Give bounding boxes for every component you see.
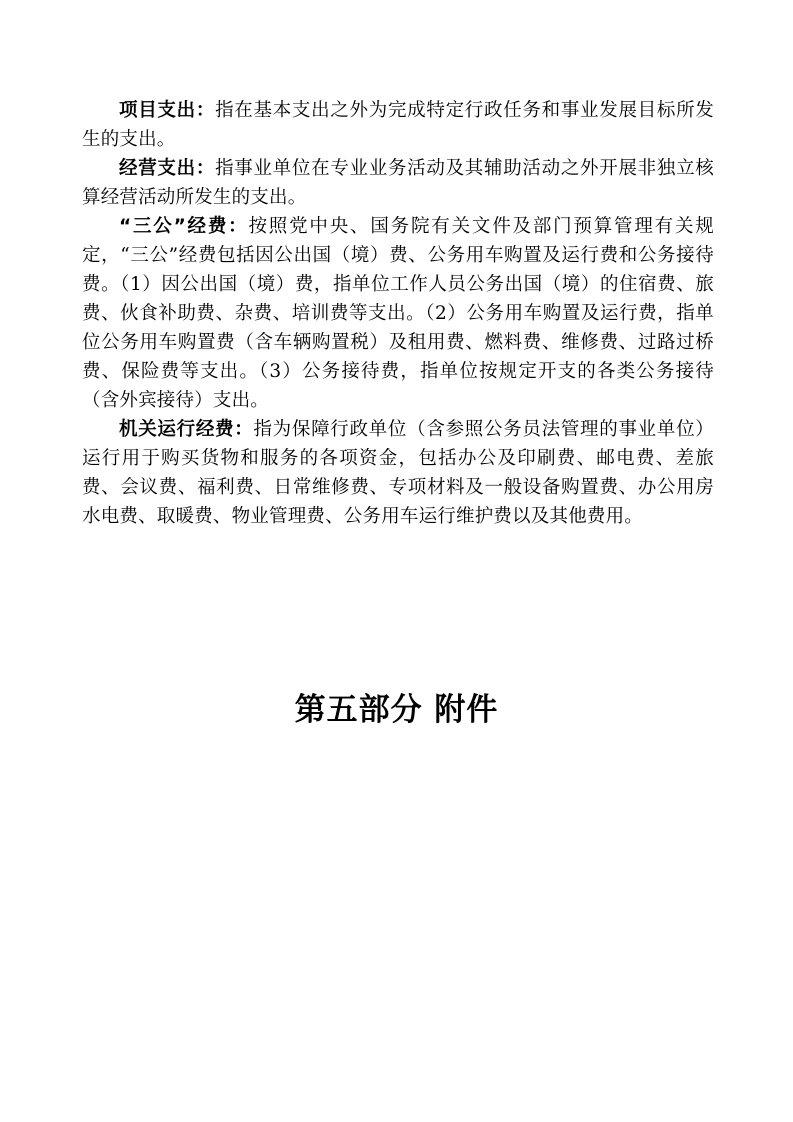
- term-three-public-expenses: “三公”经费：: [119, 216, 249, 237]
- term-project-expenditure: 项目支出：: [119, 100, 216, 121]
- term-agency-operating-funds: 机关运行经费：: [119, 419, 254, 440]
- definition-text: 指事业单位在专业业务活动及其辅助活动之外开展非独立核算经营活动所发生的支出。: [82, 158, 714, 208]
- definitions-section: [82, 96, 714, 531]
- definition-text: 指在基本支出之外为完成特定行政任务和事业发展目标所发生的支出。: [82, 100, 714, 150]
- definition-operating-expenditure: [82, 154, 714, 212]
- definition-text: 指为保障行政单位（含参照公务员法管理的事业单位）运行用于购买货物和服务的各项资金，包括办公及印刷费、邮电费、差旅费、会议费、福利费、日常维修费、专项材料及一般设备购置费、办公用房水电费、取暖费、物业管理费、公务用车运行维护费以及其他费用。: [82, 419, 714, 527]
- definition-project-expenditure: [82, 96, 714, 154]
- definition-agency-operating-funds: [82, 415, 714, 531]
- section-heading: 第五部分 附件: [294, 692, 499, 728]
- definition-text: 按照党中央、国务院有关文件及部门预算管理有关规定，“三公”经费包括因公出国（境）费、公务用车购置及运行费和公务接待费。（1）因公出国（境）费，指单位工作人员公务出国（境）的住宿费、旅费、伙食补助费、杂费、培训费等支出。（2）公务用车购置及运行费，指单位公务用车购置费（含车辆购置税）及租用费、燃料费、维修费、过路过桥费、保险费等支出。（3）公务接待费，指单位按规定开支的各类公务接待（含外宾接待）支出。: [82, 216, 714, 411]
- term-operating-expenditure: 经营支出：: [119, 158, 216, 179]
- definition-three-public-expenses: [82, 212, 714, 415]
